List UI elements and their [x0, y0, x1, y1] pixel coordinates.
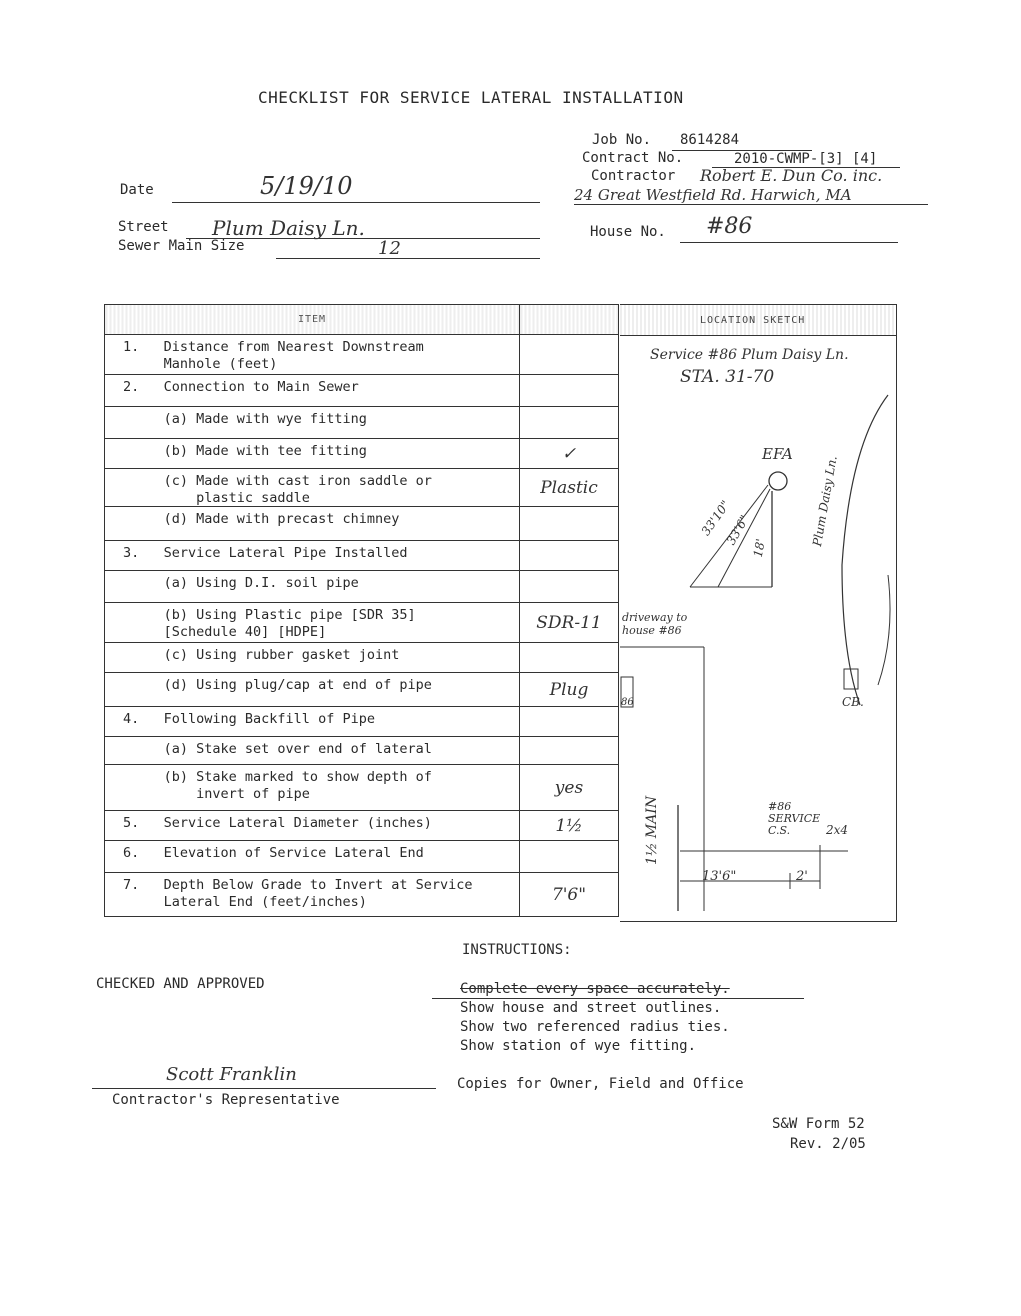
row-item — [105, 873, 520, 917]
table-row — [105, 469, 619, 507]
contract-no-value: 2010-CWMP-[3] [4] — [734, 151, 878, 167]
sketch-tie1: 33'10" — [698, 497, 733, 539]
row-value — [520, 841, 619, 873]
row-value-text: 7'6" — [551, 884, 587, 905]
approval-signature: Scott Franklin — [166, 1064, 297, 1085]
row-value — [520, 737, 619, 765]
row-value-text: Plastic — [540, 477, 598, 498]
sketch-dim2: 2' — [796, 869, 808, 884]
house-no-value: #86 — [706, 214, 753, 239]
row-item-text: (d) Made with precast chimney — [123, 511, 400, 527]
contractor-value: Robert E. Dun Co. inc. — [700, 166, 883, 185]
street-value: Plum Daisy Ln. — [212, 216, 365, 240]
row-value — [520, 643, 619, 673]
checklist-table — [104, 304, 619, 917]
table-row — [105, 571, 619, 603]
sketch-main-label: 1½ MAIN — [644, 795, 660, 865]
row-item-text: (a) Stake set over end of lateral — [123, 741, 432, 757]
table-row — [105, 765, 619, 811]
row-value — [520, 603, 619, 643]
table-row — [105, 541, 619, 571]
job-no-value: 8614284 — [680, 132, 740, 148]
row-value — [520, 707, 619, 737]
sketch-service-cs: #86 SERVICE C.S. — [768, 800, 821, 837]
location-sketch — [620, 304, 897, 922]
row-item — [105, 407, 520, 439]
row-item-text: 1. Distance from Nearest Downstream Manhole (feet) — [123, 339, 424, 372]
row-item-text: (b) Using Plastic pipe [SDR 35] [Schedule 40] [HDPE] — [163, 607, 416, 640]
table-row — [105, 841, 619, 873]
contractor-address: 24 Great Westfield Rd. Harwich, MA — [574, 186, 852, 204]
row-value — [520, 765, 619, 811]
instruction-line-1: Complete every space accurately. — [460, 981, 730, 997]
table-row — [105, 737, 619, 765]
table-row — [105, 439, 619, 469]
row-item — [105, 571, 520, 603]
row-value — [520, 407, 619, 439]
contract-no-label: Contract No. — [582, 150, 684, 166]
row-item-text: (a) Using D.I. soil pipe — [123, 575, 359, 591]
approval-heading: CHECKED AND APPROVED — [96, 976, 265, 992]
instructions-heading: INSTRUCTIONS: — [462, 942, 572, 958]
item-header: ITEM — [105, 305, 520, 335]
street-label: Street — [118, 219, 169, 235]
row-value — [520, 673, 619, 707]
row-item — [105, 603, 520, 643]
sketch-station: STA. 31-70 — [680, 367, 775, 387]
sketch-driveway-note: driveway to house #86 — [622, 611, 688, 637]
row-item — [105, 673, 520, 707]
table-row — [105, 873, 619, 917]
table-row — [105, 707, 619, 737]
row-item — [105, 737, 520, 765]
job-no-label: Job No. — [592, 132, 652, 148]
table-row — [105, 673, 619, 707]
contractor-label: Contractor — [591, 168, 676, 184]
row-item — [105, 811, 520, 841]
row-item-text: (b) Stake marked to show depth of invert of pipe — [163, 769, 432, 802]
row-value — [520, 439, 619, 469]
value-header — [520, 305, 619, 335]
date-value: 5/19/10 — [260, 172, 353, 200]
table-row — [105, 375, 619, 407]
row-item — [105, 469, 520, 507]
form-revision: Rev. 2/05 — [790, 1136, 866, 1152]
sewer-main-label: Sewer Main Size — [118, 238, 245, 254]
row-value-text: yes — [554, 777, 584, 798]
row-item-text: 4. Following Backfill of Pipe — [123, 711, 375, 727]
table-row — [105, 603, 619, 643]
row-item-text: 3. Service Lateral Pipe Installed — [123, 545, 408, 561]
row-item-text: (c) Made with cast iron saddle or plastic saddle — [163, 473, 432, 506]
row-item — [105, 507, 520, 541]
row-value — [520, 335, 619, 375]
row-value — [520, 469, 619, 507]
table-row — [105, 643, 619, 673]
row-item — [105, 375, 520, 407]
row-value — [520, 507, 619, 541]
sketch-header: LOCATION SKETCH — [700, 315, 806, 326]
table-row — [105, 335, 619, 375]
row-value-text: ✓ — [561, 443, 577, 464]
sewer-main-value: 12 — [378, 238, 401, 259]
sketch-cb: CB. — [842, 695, 864, 709]
form-number: S&W Form 52 — [772, 1116, 865, 1132]
instruction-line-3: Show two referenced radius ties. — [460, 1019, 730, 1035]
row-item-text: 5. Service Lateral Diameter (inches) — [123, 815, 432, 831]
sketch-dim1: 13'6" — [702, 869, 737, 884]
sketch-street: Plum Daisy Ln. — [810, 454, 840, 548]
table-row — [105, 507, 619, 541]
row-item-text: (a) Made with wye fitting — [123, 411, 367, 427]
sketch-tie3: 18' — [750, 537, 768, 559]
date-label: Date — [120, 182, 154, 198]
row-value — [520, 541, 619, 571]
approval-role: Contractor's Representative — [112, 1092, 340, 1108]
row-item-text: (b) Made with tee fitting — [123, 443, 367, 459]
table-row — [105, 407, 619, 439]
sketch-house-label: 86 — [621, 697, 634, 708]
row-value-text: Plug — [549, 679, 589, 700]
instruction-line-4: Show station of wye fitting. — [460, 1038, 697, 1054]
table-row — [105, 811, 619, 841]
row-item — [105, 439, 520, 469]
row-item-text: 2. Connection to Main Sewer — [123, 379, 359, 395]
sketch-efa: EFA — [762, 445, 793, 463]
row-item — [105, 643, 520, 673]
row-item — [105, 707, 520, 737]
row-value — [520, 571, 619, 603]
row-value — [520, 811, 619, 841]
row-item-text: (d) Using plug/cap at end of pipe — [123, 677, 432, 693]
sketch-service-note: Service #86 Plum Daisy Ln. — [650, 347, 849, 363]
sketch-tie2: 33'6" — [723, 512, 752, 548]
row-item — [105, 765, 520, 811]
row-item-text: 7. Depth Below Grade to Invert at Service Lateral End (feet/inches) — [123, 877, 473, 910]
row-value-text: SDR-11 — [536, 612, 602, 633]
row-item-text: 6. Elevation of Service Lateral End — [123, 845, 424, 861]
sketch-stake: 2x4 — [826, 823, 849, 837]
page-title: CHECKLIST FOR SERVICE LATERAL INSTALLATION — [258, 88, 684, 107]
row-value — [520, 873, 619, 917]
house-no-label: House No. — [590, 224, 666, 240]
row-item — [105, 841, 520, 873]
row-item — [105, 541, 520, 571]
row-value — [520, 375, 619, 407]
copies-note: Copies for Owner, Field and Office — [457, 1076, 744, 1092]
row-item-text: (c) Using rubber gasket joint — [123, 647, 400, 663]
row-item — [105, 335, 520, 375]
instruction-line-2: Show house and street outlines. — [460, 1000, 722, 1016]
row-value-text: 1½ — [555, 815, 583, 836]
